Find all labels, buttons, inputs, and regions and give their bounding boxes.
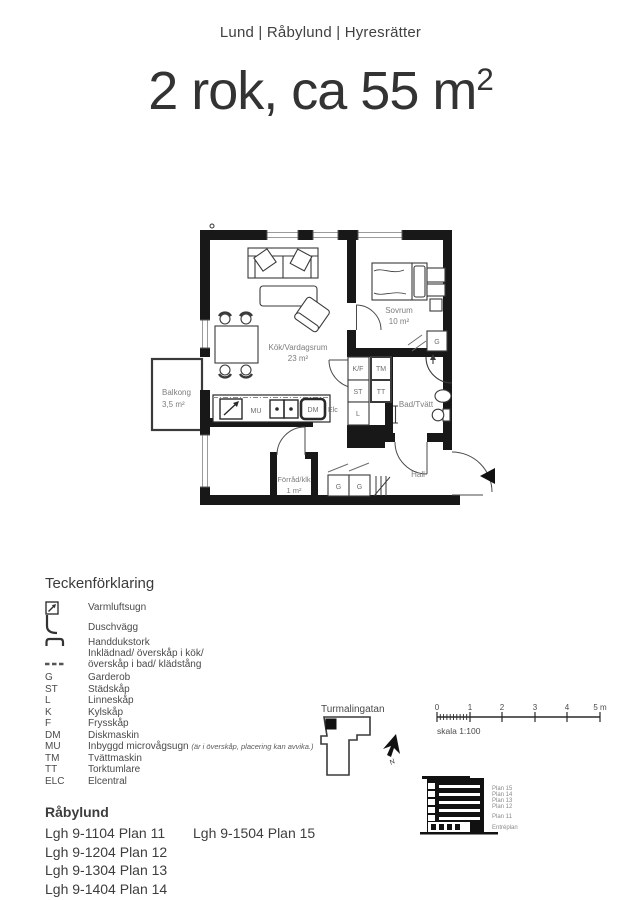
- legend-label-duschvagg: Duschvägg: [88, 622, 139, 633]
- legend-label-handdukstork: Handdukstork: [88, 637, 150, 648]
- dashed-line-icon: [45, 662, 65, 666]
- legend-row-mu: [45, 741, 345, 753]
- street-label: Turmalingatan: [321, 704, 385, 715]
- marker-tt: TT: [376, 389, 386, 396]
- abbr-l: L: [45, 695, 51, 706]
- apartment-list-col2: [193, 824, 315, 843]
- scale-tick-3: 3: [532, 703, 538, 712]
- floor-label-14: Plan 14: [492, 792, 513, 798]
- balcony: [152, 359, 202, 430]
- floor-label-13: Plan 13: [492, 798, 513, 804]
- legend-row-tt: [45, 764, 345, 776]
- abbr-mu: MU: [45, 741, 61, 752]
- legend: [45, 575, 345, 787]
- building-elevation: [418, 772, 530, 840]
- abbr-l-label: Linneskåp: [88, 695, 134, 706]
- hall-label: Hall: [411, 470, 425, 479]
- apartment-item: Lgh 9-1104 Plan 11: [45, 825, 166, 841]
- building-icon: [420, 776, 498, 835]
- scale-bar: [430, 700, 610, 742]
- livingroom-label: Kök/Vardagsrum: [268, 343, 328, 352]
- vent-symbol: [210, 224, 214, 228]
- marker-g-hall-2: G: [356, 484, 363, 491]
- marker-g-bedroom: G: [434, 339, 440, 346]
- legend-abbr-items: [45, 672, 345, 787]
- abbr-elc: ELC: [45, 775, 65, 787]
- bedroom-door: [356, 305, 381, 330]
- scale-tick-5: 5 m: [593, 703, 607, 712]
- varmluftsugn-icon: [45, 601, 59, 615]
- storage-door: [277, 427, 305, 455]
- abbr-elc-label: Elcentral: [88, 775, 127, 787]
- marker-tm: TM: [375, 366, 387, 373]
- abbr-f: F: [45, 718, 52, 729]
- floor-label-12: Plan 12: [492, 804, 513, 810]
- legend-heading: Teckenförklaring: [45, 575, 155, 592]
- legend-label-inkladnad: Inklädnad/ överskåp i kök/: [88, 648, 204, 659]
- sofa: [248, 248, 318, 278]
- marker-l: L: [356, 411, 360, 418]
- marker-g-hall-1: G: [335, 484, 342, 491]
- abbr-f-label: Frysskåp: [88, 718, 129, 729]
- apartment-item: Lgh 9-1504 Plan 15: [193, 825, 316, 841]
- abbr-mu-note: (är i överskåp, placering kan avvika.): [191, 742, 314, 751]
- abbr-tt: TT: [45, 764, 58, 775]
- apartment-item: Lgh 9-1404 Plan 14: [45, 880, 168, 897]
- page-title: [0, 60, 641, 122]
- scale-tick-4: 4: [564, 703, 570, 712]
- entrance-arrow-icon: [480, 468, 495, 484]
- page-title-sup: 2: [476, 62, 493, 97]
- abbr-mu-label: Inbyggd microvågsugn: [88, 741, 189, 752]
- marker-elc: Elc: [328, 407, 338, 414]
- legend-row-st: [45, 684, 345, 696]
- north-label: N: [388, 758, 397, 767]
- abbr-st-label: Städskåp: [88, 683, 130, 695]
- legend-label-varmluftsugn: Varmluftsugn: [88, 602, 147, 613]
- abbr-k: K: [45, 706, 52, 718]
- bathroom-label: Bad/Tvätt: [398, 400, 434, 409]
- abbr-g: G: [45, 672, 53, 683]
- bedroom-area: 10 m²: [388, 317, 410, 326]
- legend-row-dm: [45, 730, 345, 742]
- storage-area: 1 m²: [286, 486, 302, 495]
- dining-set: [215, 313, 258, 378]
- bedside-table: [427, 268, 445, 311]
- breadcrumb: Lund | Råbylund | Hyresrätter: [219, 24, 422, 41]
- legend-row-g: [45, 672, 345, 684]
- legend-row-f: [45, 718, 345, 730]
- floor-label-15: Plan 15: [492, 786, 513, 792]
- floor-label-11: Plan 11: [492, 814, 512, 820]
- handdukstork-icon: [45, 637, 65, 647]
- marker-st: ST: [353, 389, 363, 396]
- floorplan-drawing: [150, 213, 500, 510]
- scale-tick-0: 0: [434, 703, 440, 712]
- scale-tick-2: 2: [499, 703, 505, 712]
- balcony-area: 3,5 m²: [162, 400, 185, 409]
- apartment-list-col1: [45, 824, 167, 898]
- legend-row-l: [45, 695, 345, 707]
- legend-row-k: [45, 707, 345, 719]
- balcony-label: Balkong: [162, 388, 191, 397]
- abbr-tt-label: Torktumlare: [88, 764, 141, 775]
- hat-rack: [374, 476, 390, 496]
- legend-row-elc: [45, 776, 345, 788]
- apartment-location-marker: [326, 719, 337, 730]
- apartment-item: Lgh 9-1304 Plan 13: [45, 862, 168, 878]
- storage-label: Förråd/klk: [277, 475, 311, 484]
- marker-mu: MU: [250, 408, 262, 415]
- abbr-st: ST: [45, 683, 58, 695]
- abbr-tm-label: Tvättmaskin: [88, 752, 142, 764]
- abbr-dm: DM: [45, 729, 61, 741]
- marker-dm: DM: [307, 407, 319, 414]
- bedroom-label: Sovrum: [385, 306, 413, 315]
- abbr-dm-label: Diskmaskin: [88, 729, 140, 741]
- marker-kf: K/F: [352, 366, 364, 373]
- legend-row-tm: [45, 753, 345, 765]
- livingroom-area: 23 m²: [287, 354, 309, 363]
- page-title-text: 2 rok, ca 55 m: [148, 61, 477, 121]
- project-name: Råbylund: [45, 804, 109, 820]
- scale-tick-1: 1: [467, 703, 473, 712]
- abbr-g-label: Garderob: [88, 672, 131, 683]
- legend-label-overskap: överskåp i bad/ klädstång: [88, 659, 202, 670]
- apartment-item: Lgh 9-1204 Plan 12: [45, 843, 168, 860]
- abbr-tm: TM: [45, 752, 60, 764]
- bed: [372, 263, 427, 300]
- abbr-k-label: Kylskåp: [88, 706, 124, 718]
- floor-label-entre: Entréplan: [492, 825, 518, 831]
- north-arrow-icon: [383, 734, 400, 767]
- duschvagg-icon: [45, 615, 61, 635]
- site-plan: [312, 698, 412, 788]
- scale-label: skala 1:100: [437, 726, 481, 736]
- legend-icon-items: [45, 600, 345, 672]
